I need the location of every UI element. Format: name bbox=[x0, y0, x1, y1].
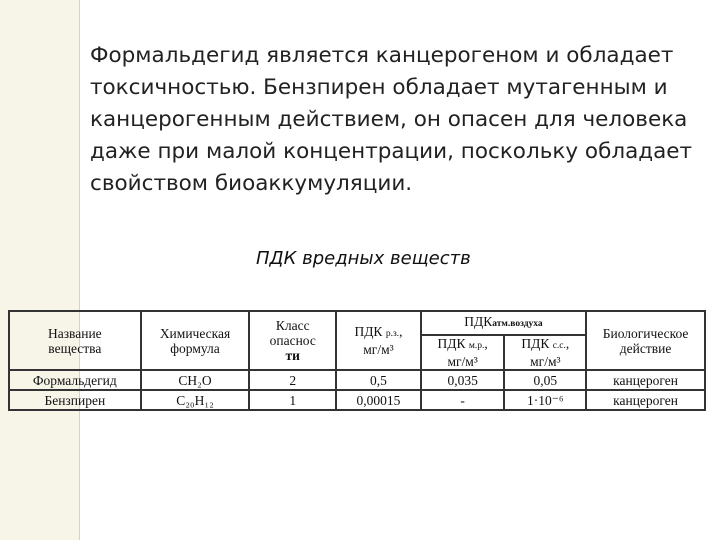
header-pdk-max-single: ПДК м.р., мг/м³ bbox=[421, 335, 505, 370]
header-hazard-class: Класс опаснос ти bbox=[249, 311, 336, 370]
table-row bbox=[9, 370, 705, 390]
left-decorative-bar bbox=[0, 0, 79, 540]
left-divider-line bbox=[79, 0, 80, 540]
header-pdk-workzone: ПДК р.з., мг/м³ bbox=[336, 311, 421, 370]
paragraph-line: свойством биоаккумуляции. bbox=[90, 171, 413, 196]
cell-pdk-ss: 0,05 bbox=[504, 370, 586, 390]
header-formula: Химическая формула bbox=[141, 311, 250, 370]
body-paragraph bbox=[90, 40, 720, 200]
cell-formula: CH₂O bbox=[141, 370, 250, 390]
header-pdk-daily-avg: ПДК с.с., мг/м³ bbox=[504, 335, 586, 370]
cell-formula: C₂₀H₁₂ bbox=[141, 390, 250, 410]
cell-pdk-mr: - bbox=[421, 390, 505, 410]
cell-pdk-mr: 0,035 bbox=[421, 370, 505, 390]
paragraph-line: токсичностью. Бензпирен обладает мутагенным и bbox=[90, 75, 668, 100]
table-header-row bbox=[9, 311, 705, 335]
header-biological-effect: Биологическое действие bbox=[586, 311, 705, 370]
header-name: Название вещества bbox=[9, 311, 141, 370]
cell-bio: канцероген bbox=[586, 370, 705, 390]
paragraph-line: Формальдегид является канцерогеном и обладает bbox=[90, 43, 674, 68]
paragraph-line: даже при малой концентрации, поскольку обладает bbox=[90, 139, 693, 164]
cell-pdk-rz: 0,00015 bbox=[336, 390, 421, 410]
paragraph-line: канцерогенным действием, он опасен для человека bbox=[90, 107, 688, 132]
cell-name: Бензпирен bbox=[9, 390, 141, 410]
table-title: ПДК вредных веществ bbox=[256, 248, 471, 269]
cell-bio: канцероген bbox=[586, 390, 705, 410]
cell-pdk-ss: 1·10⁻⁶ bbox=[504, 390, 586, 410]
cell-name: Формальдегид bbox=[9, 370, 141, 390]
header-pdk-atm-air: ПДКатм.воздуха bbox=[421, 311, 586, 335]
pdk-table bbox=[8, 310, 706, 411]
table-row bbox=[9, 390, 705, 410]
cell-class: 1 bbox=[249, 390, 336, 410]
cell-pdk-rz: 0,5 bbox=[336, 370, 421, 390]
cell-class: 2 bbox=[249, 370, 336, 390]
